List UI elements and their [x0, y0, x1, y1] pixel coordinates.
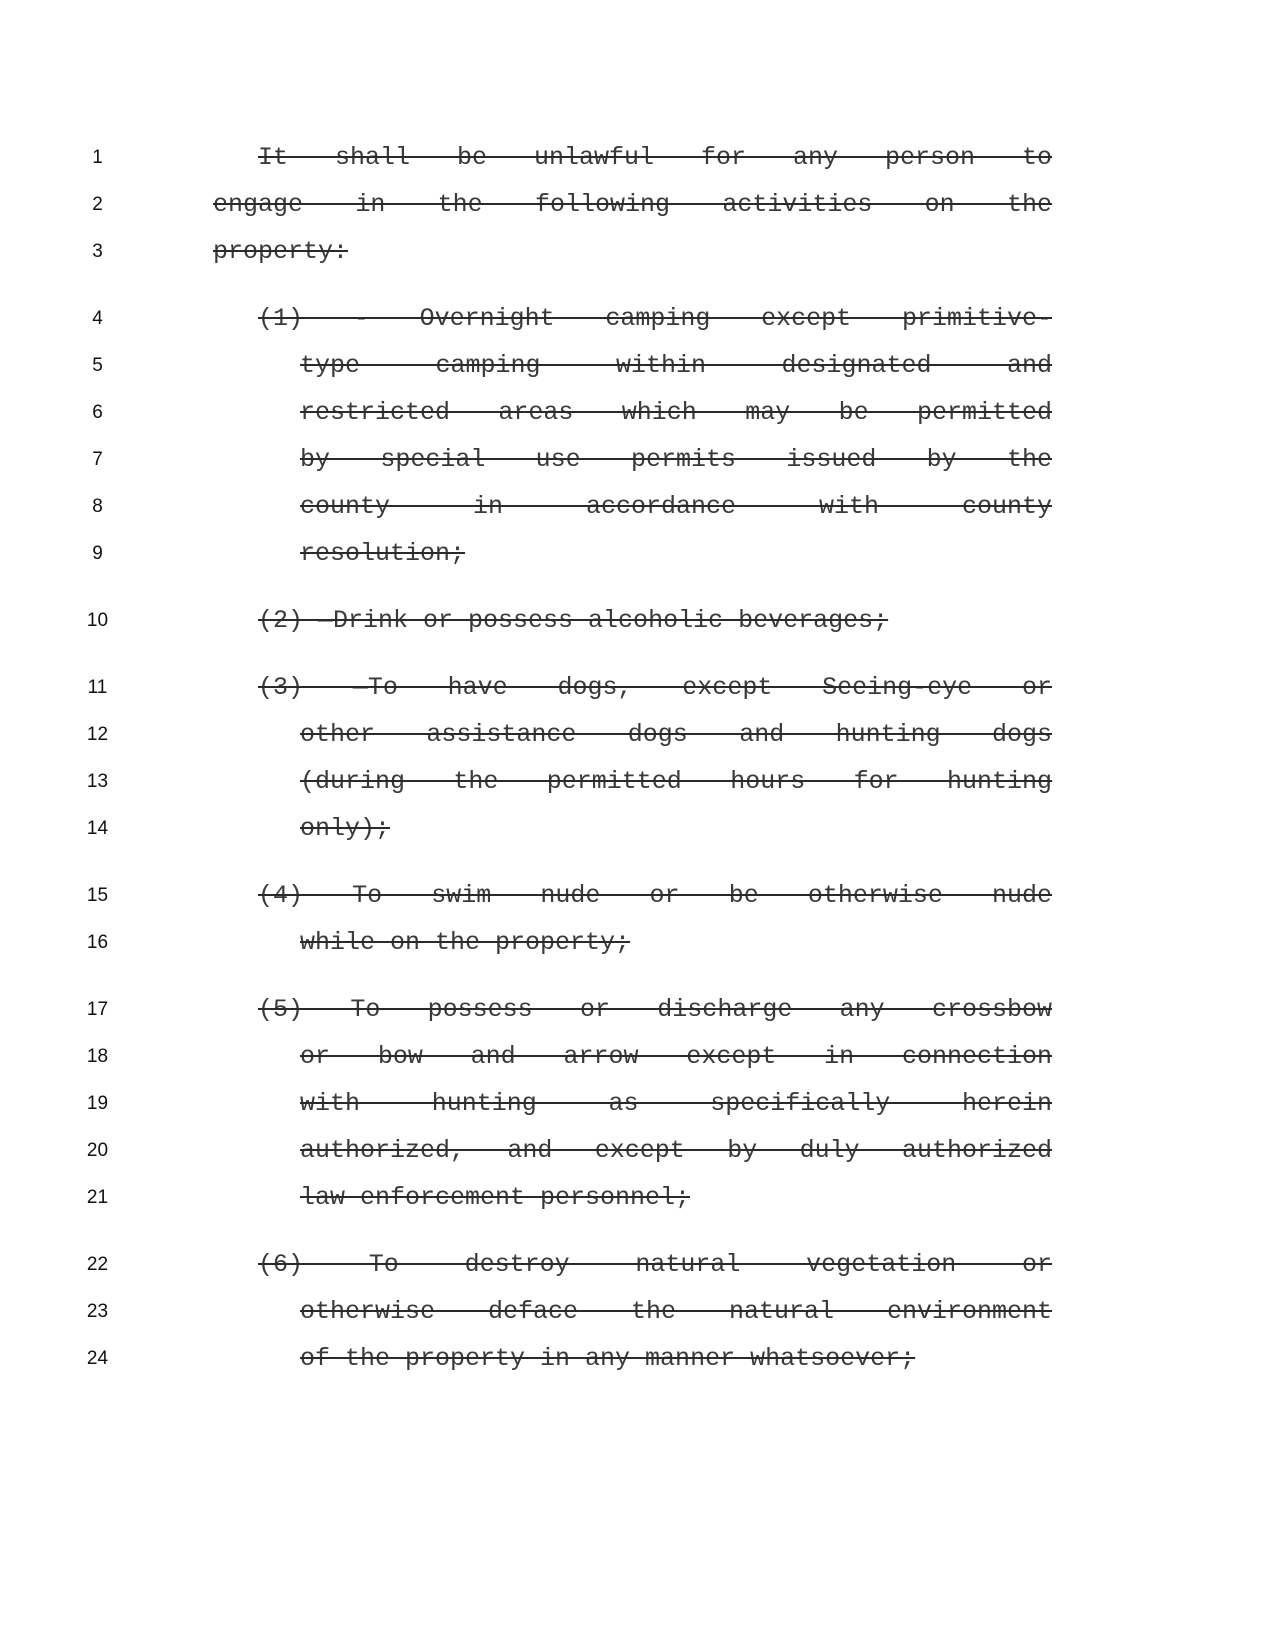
line-number: 4	[92, 308, 103, 329]
struck-text-line: authorized, and except by duly authorized	[300, 1136, 1052, 1165]
struck-text-line: other assistance dogs and hunting dogs	[300, 720, 1052, 749]
line-number: 22	[86, 1254, 109, 1275]
line-number: 19	[86, 1093, 109, 1114]
struck-text-line: resolution;	[300, 539, 466, 568]
struck-text-line: (2) —Drink or possess alcoholic beverages;	[258, 606, 889, 635]
line-number: 17	[86, 999, 109, 1020]
struck-text-line: only);	[300, 814, 391, 843]
line-number: 16	[86, 932, 109, 953]
struck-text-line: restricted areas which may be permitted	[300, 398, 1052, 427]
line-number: 5	[92, 355, 103, 376]
struck-text-line: otherwise deface the natural environment	[300, 1297, 1052, 1326]
line-number: 1	[92, 147, 103, 168]
line-number: 10	[86, 610, 109, 631]
line-number: 18	[86, 1046, 109, 1067]
line-number: 20	[86, 1140, 109, 1161]
struck-text-line: (3) —To have dogs, except Seeing-eye or	[258, 673, 1052, 702]
line-number: 15	[86, 885, 109, 906]
line-number: 23	[86, 1301, 109, 1322]
struck-text-line: law enforcement personnel;	[300, 1183, 691, 1212]
struck-text-line: (6) To destroy natural vegetation or	[258, 1250, 1052, 1279]
line-number: 11	[87, 677, 108, 698]
line-number: 7	[92, 449, 103, 470]
line-number: 12	[86, 724, 109, 745]
line-number: 8	[92, 496, 103, 517]
line-number: 14	[86, 818, 109, 839]
struck-text-line: (5) To possess or discharge any crossbow	[258, 995, 1052, 1024]
line-number: 3	[92, 241, 103, 262]
struck-text-line: or bow and arrow except in connection	[300, 1042, 1052, 1071]
struck-text-line: It shall be unlawful for any person to	[258, 143, 1052, 172]
struck-text-line: (1) - Overnight camping except primitive-	[258, 304, 1052, 333]
struck-text-line: while on the property;	[300, 928, 631, 957]
line-number: 9	[92, 543, 103, 564]
struck-text-line: county in accordance with county	[300, 492, 1052, 521]
line-number: 6	[92, 402, 103, 423]
line-number: 2	[92, 194, 103, 215]
struck-text-line: with hunting as specifically herein	[300, 1089, 1052, 1118]
struck-text-line: by special use permits issued by the	[300, 445, 1052, 474]
struck-text-line: (during the permitted hours for hunting	[300, 767, 1052, 796]
struck-text-line: property:	[213, 237, 349, 266]
struck-text-line: type camping within designated and	[300, 351, 1052, 380]
line-number: 21	[86, 1187, 109, 1208]
struck-text-line: of the property in any manner whatsoever;	[300, 1344, 916, 1373]
struck-text-line: (4) To swim nude or be otherwise nude	[258, 881, 1052, 910]
line-number: 13	[86, 771, 109, 792]
line-number: 24	[86, 1348, 109, 1369]
struck-text-line: engage in the following activities on the	[213, 190, 1052, 219]
